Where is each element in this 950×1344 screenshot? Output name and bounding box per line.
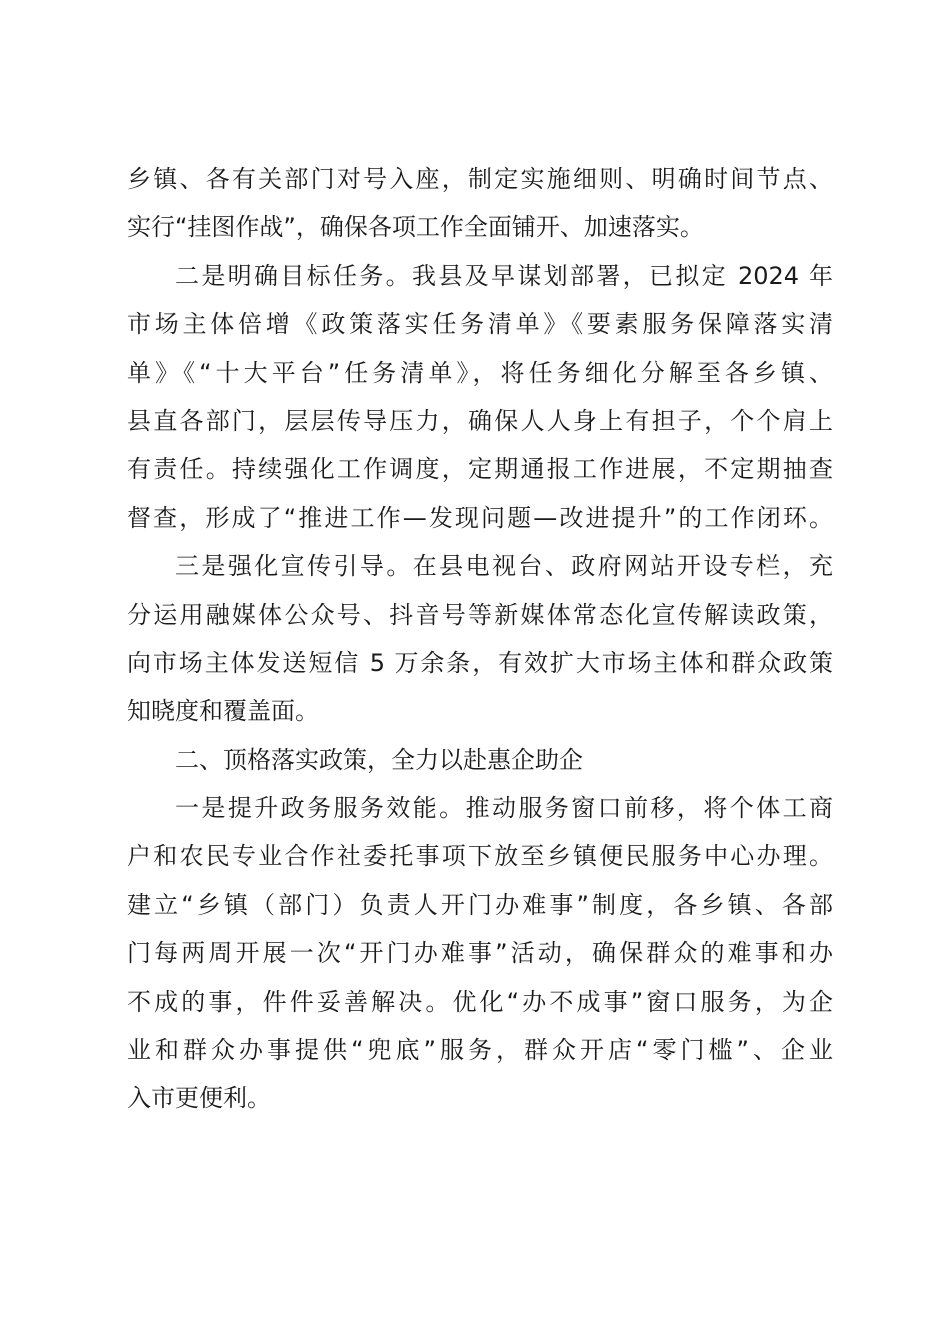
text-line: 乡镇、各有关部门对号入座，制定实施细则、明确时间节点、 [127,165,833,193]
text-line: 县直各部门，层层传导压力，确保人人身上有担子，个个肩上 [127,406,833,435]
section-heading: 二、顶格落实政策，全力以赴惠企助企 [175,745,583,774]
text-line: 知晓度和覆盖面。 [127,697,319,726]
paragraph-start-line: 三是强化宣传引导。在县电视台、政府网站开设专栏，充 [175,552,833,581]
text-line: 分运用融媒体公众号、抖音号等新媒体常态化宣传解读政策， [127,600,833,629]
text-line: 督查，形成了“推进工作—发现问题—改进提升”的工作闭环。 [127,503,833,532]
text-line: 建立“乡镇（部门）负责人开门办难事”制度，各乡镇、各部 [127,890,833,919]
text-line: 有责任。持续强化工作调度，定期通报工作进展，不定期抽查 [127,455,833,484]
text-line: 实行“挂图作战”，确保各项工作全面铺开、加速落实。 [127,213,704,242]
text-line: 不成的事，件件妥善解决。优化“办不成事”窗口服务，为企 [127,987,833,1016]
text-line: 门每两周开展一次“开门办难事”活动，确保群众的难事和办 [127,939,833,968]
text-line: 户和农民专业合作社委托事项下放至乡镇便民服务中心办理。 [127,842,833,871]
text-line: 单》《“十大平台”任务清单》，将任务细化分解至各乡镇、 [127,358,833,387]
text-line: 向市场主体发送短信 5 万余条，有效扩大市场主体和群众政策 [127,648,833,677]
text-line: 入市更便利。 [127,1084,271,1113]
paragraph-start-line: 一是提升政务服务效能。推动服务窗口前移，将个体工商 [175,794,833,823]
text-line: 市场主体倍增《政策落实任务清单》《要素服务保障落实清 [127,310,833,339]
text-line: 业和群众办事提供“兜底”服务，群众开店“零门槛”、企业 [127,1036,833,1065]
document-body [127,155,833,1123]
paragraph-start-line: 二是明确目标任务。我县及早谋划部署，已拟定 2024 年 [175,261,833,290]
